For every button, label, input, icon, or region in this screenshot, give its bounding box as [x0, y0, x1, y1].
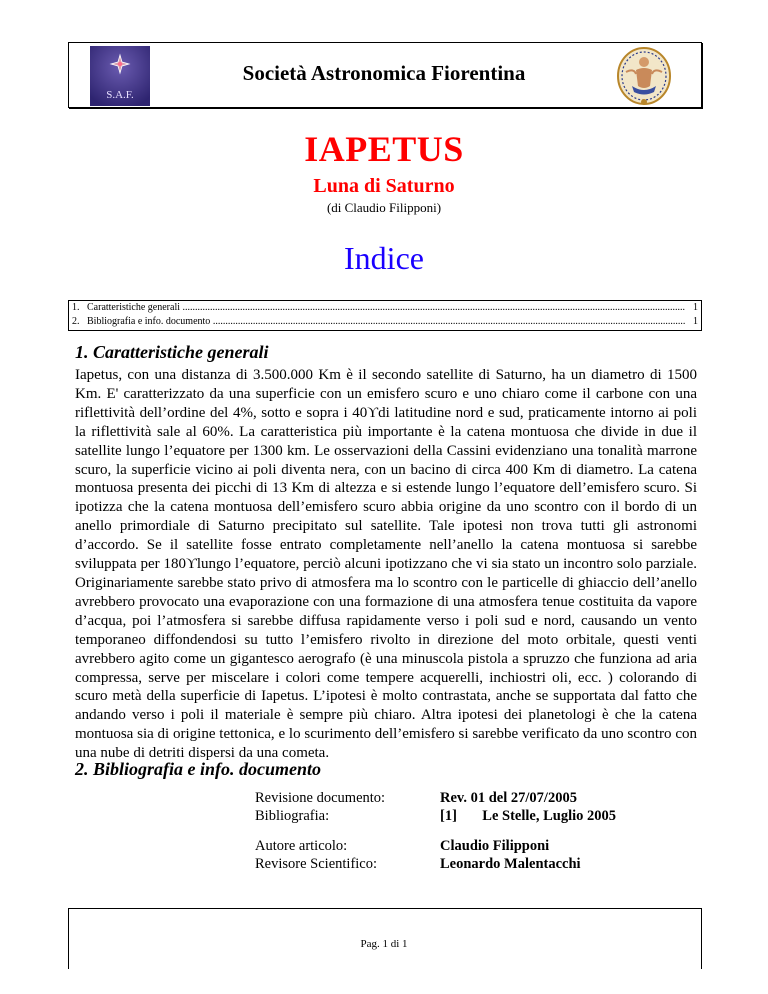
header-title: Società Astronomica Fiorentina [242, 61, 526, 85]
toc-entry-number: 1. [72, 302, 80, 313]
toc-entry-number: 2. [72, 316, 80, 327]
author-label: Autore articolo: [255, 838, 348, 854]
toc-entry[interactable] [69, 315, 701, 329]
reviewer-value: Leonardo Malentacchi [440, 856, 581, 872]
bibliography-label: Bibliografia: [255, 808, 330, 824]
table-of-contents [68, 300, 702, 331]
toc-entry-label[interactable]: Bibliografia e info. documento ..... [87, 315, 685, 329]
toc-heading: Indice [344, 240, 424, 276]
document-subtitle: Luna di Saturno [313, 175, 455, 197]
page-number: Pag. 1 di 1 [360, 938, 408, 950]
reviewer-label: Revisore Scientifico: [255, 856, 378, 872]
section-1-body: Iapetus, con una distanza di 3.500.000 Km è il secondo satellite di Saturno, ha un diametro di 1500 Km. E' caratterizzato da una superficie con un emisfero scuro e uno chiaro come il carbone con una riflettività dell’ordine del 4%, sotto e sopra i 40ϒdi latitudine nord e sud, praticamente intorno ai poli la riflettività sale al 60%. La caratteristica più importante è la catena montuosa che divide in due il satellite lungo l’equatore per 1300 km. Le osservazioni della Cassini evidenziano una tonalità marrone scuro, la superficie vicino ai poli diventa nera, con un bacino di circa 400 Km di diametro. La catena montuosa presenta dei picchi di 13 Km di altezza e si estende lungo l’equatore dell’emisfero scuro. Si ipotizza che la catena montuosa dell’emisfero scuro abbia origine da uno scontro con il bordo di un anello primordiale di Saturno precipitato sul satellite. Tale ipotesi non trova tutti gli astronomi d’accordo. Se il satellite fosse entrato completamente nell’anello la catena montuosa si sarebbe sviluppata per 180ϒlungo l’equatore, perciò alcuni ipotizzano che vi sia stato un incontro solo parziale. Originariamente sarebbe stato privo di atmosfera ma lo scontro con le particelle di ghiaccio dell’anello avrebbero provocato una evaporazione con una formazione di una atmosfera tenue costituita da vapore d’acqua, poi l’atmosfera si sarebbe diffusa rapidamente verso i poli sud e nord, causando un vento temporaneo diffondendosi su tutto l’emisfero rivolto in direzione del moto orbitale, questi venti avrebbero agito come un gigantesco aerografo (è una minuscola pistola a spruzzo che funziona ad aria compressa, serve per miscelare i colori come tempere acquerelli, inchiostri oli, ecc. ) colorando di scuro metà della superficie di Iapetus. L’ipotesi è molto contrastata, anche se supportata dal fatto che andando verso i poli il materiale è sempre più chiaro. Altra ipotesi dei planetologi è che la catena montuosa sia di origine tettonica, e lo scurimento dell’emisfero si sarebbe verificato da uno scontro con una nube di detriti dispersi da una cometa. [75, 367, 697, 762]
toc-entry-page: 1 [693, 302, 698, 313]
document-author: (di Claudio Filipponi) [326, 200, 442, 215]
author-value: Claudio Filipponi [440, 838, 550, 854]
astronomer-emblem-logo [614, 42, 674, 108]
section-2-heading: 2. Bibliografia e info. documento [75, 759, 322, 779]
bibliography-value: [1] Le Stelle, Luglio 2005 [440, 808, 617, 824]
toc-entry-label[interactable]: Caratteristiche generali ..... [87, 301, 685, 315]
toc-entry[interactable] [69, 301, 701, 315]
revision-label: Revisione documento: [255, 790, 386, 806]
section-1-heading: 1. Caratteristiche generali [75, 342, 269, 362]
document-title: IAPETUS [304, 129, 464, 169]
toc-entry-page: 1 [693, 316, 698, 327]
revision-value: Rev. 01 del 27/07/2005 [440, 790, 577, 806]
svg-text:S.A.F.: S.A.F. [106, 89, 134, 101]
